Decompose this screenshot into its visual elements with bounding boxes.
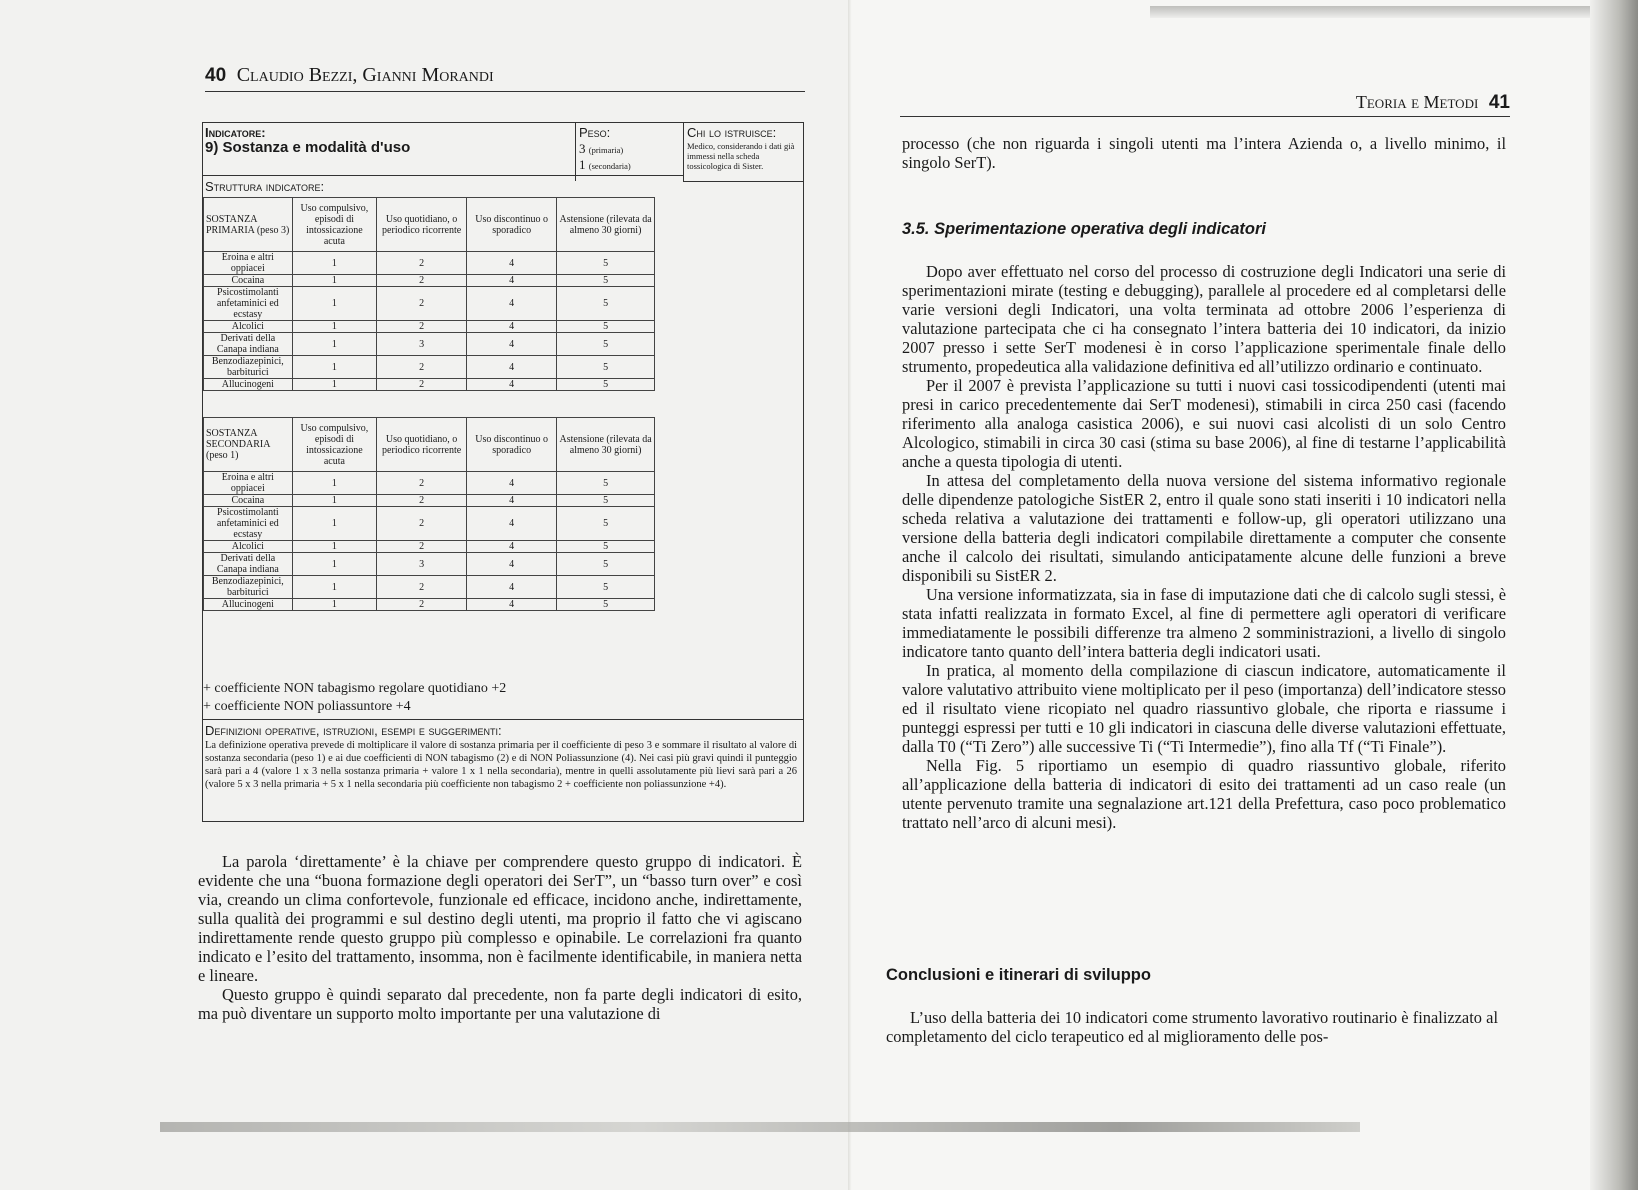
table-cell: 5: [557, 507, 655, 541]
table-header-row: [204, 418, 655, 472]
table-cell: 5: [557, 599, 655, 611]
table-cell: 1: [292, 252, 376, 275]
table-cell: 4: [467, 495, 557, 507]
section-title: 3.5. Sperimentazione operativa degli indicatori: [902, 220, 1267, 238]
table-cell: Benzodiazepinici, barbiturici: [204, 576, 293, 599]
table-cell: 1: [292, 321, 376, 333]
paragraph: Una versione informatizzata, sia in fase di imputazione dati che di calcolo sugli stessi, è stata infatti realizzata in formato Excel, al fine di permettere agli operatori di verificare immediatamente le possibili differenze tra almeno 2 somministrazioni, a livello di singolo indicatore tanto quanto dell’intera batteria degli indicatori usati.: [902, 585, 1506, 661]
table-row: [204, 599, 655, 611]
table-header-cell: Uso quotidiano, o periodico ricorrente: [377, 198, 467, 252]
right-page-number: 41: [1488, 92, 1510, 113]
indicator-title: 9) Sostanza e modalità d'uso: [205, 139, 411, 156]
table-header-cell: Astensione (rilevata da almeno 30 giorni): [557, 418, 655, 472]
indicator-label: Indicatore:: [205, 125, 266, 140]
peso-primary: 3 (primaria): [579, 141, 624, 156]
table-row: [204, 252, 655, 275]
table-cell: 4: [467, 507, 557, 541]
scan-shadow-bottom: [160, 1122, 1360, 1132]
page-edge-shadow: [1590, 0, 1638, 1190]
paragraph: Questo gruppo è quindi separato dal precedente, non fa parte degli indicatori di esito, ma può diventare un supporto molto importante per una valutazione di: [198, 985, 802, 1023]
divider: [203, 175, 683, 176]
table-row: [204, 553, 655, 576]
table-cell: 2: [377, 275, 467, 287]
table-cell: 1: [292, 333, 376, 356]
table-row: [204, 287, 655, 321]
table-cell: 4: [467, 275, 557, 287]
paragraph: La parola ‘direttamente’ è la chiave per comprendere questo gruppo di indicatori. È evidente che una “buona formazione degli operatori dei SerT”, un “basso turn over” e così via, creando un clima confortevole, funzionale ed efficace, incidono anche, indirettamente, sulla qualità dei programmi e sul destino degli utenti, ma proprio il fatto che vi agiscano indirettamente rende questo gruppo più complesso e opinabile. Le correlazioni fra quanto indicato e l’esito del trattamento, insomma, non è facilmente identificabile, in maniera netta e lineare.: [198, 852, 802, 985]
table-header-row: [204, 198, 655, 252]
table-header-cell: Uso compulsivo, episodi di intossicazione acuta: [292, 198, 376, 252]
table-cell: 2: [377, 495, 467, 507]
coefficient-poliassuntore: + coefficiente NON poliassuntore +4: [203, 699, 411, 714]
table-cell: 2: [377, 321, 467, 333]
table-cell: 5: [557, 576, 655, 599]
table-cell: 4: [467, 321, 557, 333]
peso-secondary: 1 (secondaria): [579, 157, 631, 172]
coefficient-tabagismo: + coefficiente NON tabagismo regolare quotidiano +2: [203, 681, 507, 696]
divider: [575, 123, 576, 181]
table-cell: Allucinogeni: [204, 599, 293, 611]
definitions-label: Definizioni operative, istruzioni, esempi e suggerimenti:: [205, 723, 502, 738]
table-cell: 1: [292, 287, 376, 321]
table-cell: 4: [467, 553, 557, 576]
table-cell: 4: [467, 252, 557, 275]
table-cell: 3: [377, 333, 467, 356]
book-gutter: [848, 0, 852, 1190]
table-cell: 5: [557, 495, 655, 507]
table-cell: 1: [292, 576, 376, 599]
table-cell: 5: [557, 541, 655, 553]
table-cell: 2: [377, 287, 467, 321]
table-cell: 2: [377, 576, 467, 599]
paragraph: Nella Fig. 5 riportiamo un esempio di quadro riassuntivo globale, riferito all’applicazione della batteria di indicatori di esito dei trattamenti ad un caso reale (un utente pervenuto tramite una segnalazione art.121 della Prefettura, caso poco problematico trattato nell’arco di alcuni mesi).: [902, 756, 1506, 832]
table-cell: 1: [292, 541, 376, 553]
table-row: [204, 576, 655, 599]
paragraph: processo (che non riguarda i singoli utenti ma l’intera Azienda o, a livello minimo, il singolo SerT).: [902, 134, 1506, 172]
divider: [683, 123, 684, 181]
table-cell: 1: [292, 599, 376, 611]
definitions-text: La definizione operativa prevede di moltiplicare il valore di sostanza primaria per il coefficiente di peso 3 e sommare il risultato al valore di sostanza secondaria (peso 1) e ai due coefficienti di NON tabagismo (2) e di NON Poliassunzione (4). Nei casi più gravi quindi il punteggio sarà pari a 4 (valore 1 x 3 nella sostanza primaria + valore 1 x 1 nella secondaria), mentre in quelli assolutamente più lievi sarà pari a 26 (valore 5 x 3 nella primaria + 5 x 1 nella secondaria più coefficiente non tabagismo 2 + coefficiente non poliassunzione +4).: [205, 740, 797, 790]
scan-shadow-top: [1150, 6, 1590, 18]
table-row: [204, 333, 655, 356]
table-row: [204, 507, 655, 541]
table-cell: Alcolici: [204, 541, 293, 553]
table-header-cell: SOSTANZA PRIMARIA (peso 3): [204, 198, 293, 252]
table-cell: 1: [292, 356, 376, 379]
table-cell: Eroina e altri oppiacei: [204, 472, 293, 495]
table-cell: Cocaina: [204, 495, 293, 507]
left-running-head: [205, 64, 805, 92]
right-running-head: [900, 92, 1510, 117]
table-cell: 1: [292, 472, 376, 495]
paragraph: L’uso della batteria dei 10 indicatori come strumento lavorativo routinario è finalizzato al completamento del ciclo terapeutico ed al miglioramento delle pos-: [886, 1008, 1498, 1046]
table-cell: Allucinogeni: [204, 379, 293, 391]
left-body-text: [198, 852, 802, 1023]
table-cell: Derivati della Canapa indiana: [204, 553, 293, 576]
indicator-box: [202, 122, 804, 822]
table-header-cell: Uso discontinuo o sporadico: [467, 198, 557, 252]
table-cell: 2: [377, 252, 467, 275]
table-cell: 2: [377, 356, 467, 379]
paragraph: Dopo aver effettuato nel corso del processo di costruzione degli Indicatori una serie di sperimentazioni mirate (testing e debugging), parallele al procedere ed al completarsi delle varie versioni degli Indicatori, una volta terminata ad ottobre 2006 l’esperienza di valutazione partecipata che ci ha consegnato l’intera batteria dei 10 indicatori, da inizio 2007 presso i sette SerT modenesi è in corso l’applicazione sperimentale finale dello strumento, propedeutica alla validazione definitiva ed all’utilizzo ordinario e continuato.: [902, 262, 1506, 376]
table-cell: 4: [467, 356, 557, 379]
table-cell: 5: [557, 356, 655, 379]
table-cell: Cocaina: [204, 275, 293, 287]
table-row: [204, 472, 655, 495]
table-cell: 4: [467, 287, 557, 321]
section-title: Conclusioni e itinerari di sviluppo: [886, 966, 1151, 984]
table-cell: 5: [557, 321, 655, 333]
chi-text: Medico, considerando i dati già immessi nella scheda tossicologica di Sister.: [687, 141, 795, 171]
table-cell: 5: [557, 287, 655, 321]
table-cell: 4: [467, 472, 557, 495]
table-cell: 5: [557, 472, 655, 495]
table-cell: 2: [377, 507, 467, 541]
table-cell: Psicostimolanti anfetaminici ed ecstasy: [204, 507, 293, 541]
secondary-substance-table: [203, 417, 655, 611]
table-cell: 2: [377, 541, 467, 553]
table-row: [204, 275, 655, 287]
table-cell: 1: [292, 379, 376, 391]
table-cell: Derivati della Canapa indiana: [204, 333, 293, 356]
table-cell: 5: [557, 333, 655, 356]
primary-substance-table: [203, 197, 655, 391]
table-cell: 1: [292, 495, 376, 507]
table-cell: 2: [377, 472, 467, 495]
divider: [683, 181, 803, 182]
table-cell: 5: [557, 252, 655, 275]
table-cell: Psicostimolanti anfetaminici ed ecstasy: [204, 287, 293, 321]
right-body-section-1: [902, 262, 1506, 832]
table-cell: 1: [292, 553, 376, 576]
chi-label: Chi lo istruisce:: [687, 125, 777, 140]
authors: Claudio Bezzi, Gianni Morandi: [236, 64, 494, 86]
table-cell: Eroina e altri oppiacei: [204, 252, 293, 275]
table-cell: Alcolici: [204, 321, 293, 333]
table-cell: 5: [557, 379, 655, 391]
paragraph: Per il 2007 è prevista l’applicazione su tutti i nuovi casi tossicodipendenti (utenti mai presi in carico precedentemente dai SerT modenesi), stimabili in circa 250 casi (facendo riferimento alla analoga casistica 2006), e sui nuovi casi alcolisti di un solo Centro Alcologico, stimabili in circa 30 casi (stima su base 2006), al fine di testarne l’applicabilità anche a questa tipologia di utenti.: [902, 376, 1506, 471]
table-cell: 1: [292, 275, 376, 287]
left-page-number: 40: [205, 65, 227, 86]
table-cell: 3: [377, 553, 467, 576]
table-cell: 4: [467, 576, 557, 599]
table-row: [204, 541, 655, 553]
right-body-section-2: [886, 1008, 1498, 1046]
right-body-intro: [902, 134, 1506, 172]
table-cell: 1: [292, 507, 376, 541]
table-row: [204, 321, 655, 333]
paragraph: In attesa del completamento della nuova versione del sistema informativo regionale delle dipendenze patologiche SistER 2, entro il quale sono stati inseriti i 10 indicatori nella scheda relativa a valutazione dei trattamenti e follow-up, gli operatori utilizzano una versione della batteria degli indicatori compilabile direttamente a computer che consente anche il calcolo dei risultati, simulando anticipatamente alcune delle funzioni a breve disponibili su SistER 2.: [902, 471, 1506, 585]
table-row: [204, 495, 655, 507]
paragraph: In pratica, al momento della compilazione di ciascun indicatore, automaticamente il valore valutativo attribuito viene moltiplicato per il peso (importanza) dell’indicatore stesso ed il risultato viene ricopiato nel quadro riassuntivo globale, che riporta e riassume i punteggi espressi per tutti e 10 gli indicatori in ciascuna delle diverse valutazioni effettuate, dalla T0 (“Ti Zero”) alle successive Ti (“Ti Intermedie”), fino alla Tf (“Ti Finale”).: [902, 661, 1506, 756]
table-cell: 4: [467, 333, 557, 356]
table-header-cell: Uso quotidiano, o periodico ricorrente: [377, 418, 467, 472]
table-row: [204, 379, 655, 391]
table-header-cell: Uso discontinuo o sporadico: [467, 418, 557, 472]
table-cell: 4: [467, 599, 557, 611]
running-title: Teoria e Metodi: [1355, 92, 1479, 112]
table-header-cell: SOSTANZA SECONDARIA (peso 1): [204, 418, 293, 472]
table-header-cell: Astensione (rilevata da almeno 30 giorni): [557, 198, 655, 252]
table-header-cell: Uso compulsivo, episodi di intossicazione acuta: [292, 418, 376, 472]
table-row: [204, 356, 655, 379]
divider: [203, 719, 803, 720]
table-cell: 2: [377, 379, 467, 391]
table-cell: 5: [557, 553, 655, 576]
table-cell: Benzodiazepinici, barbiturici: [204, 356, 293, 379]
table-cell: 4: [467, 379, 557, 391]
struttura-label: Struttura indicatore:: [205, 179, 325, 194]
table-cell: 5: [557, 275, 655, 287]
table-cell: 2: [377, 599, 467, 611]
table-cell: 4: [467, 541, 557, 553]
peso-label: Peso:: [579, 125, 611, 140]
